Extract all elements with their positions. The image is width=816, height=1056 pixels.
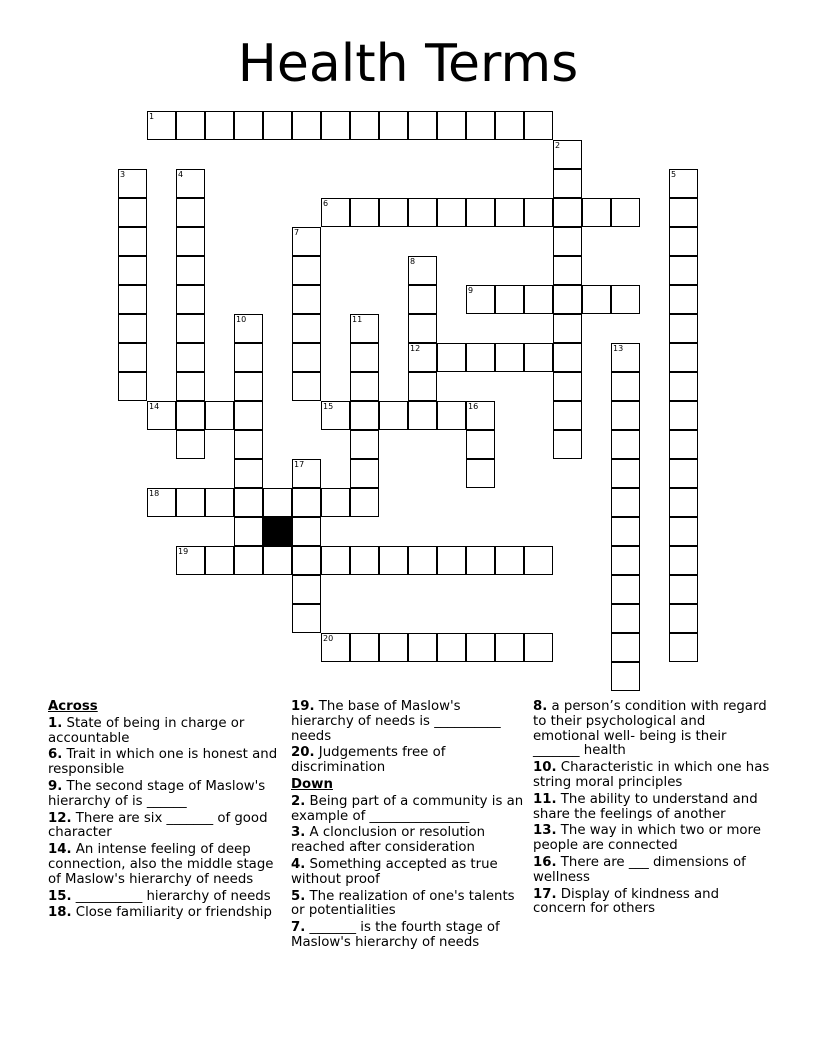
clue-number: 14 (149, 402, 160, 411)
crossword-cell[interactable] (669, 546, 698, 575)
crossword-cell[interactable] (553, 372, 582, 401)
crossword-cell[interactable] (669, 517, 698, 546)
crossword-cell[interactable] (408, 401, 437, 430)
clue-text: The realization of one's talents or potentialities (291, 888, 515, 919)
crossword-cell[interactable] (118, 285, 147, 314)
crossword-cell[interactable] (437, 343, 466, 372)
crossword-cell[interactable] (466, 343, 495, 372)
crossword-cell[interactable] (466, 430, 495, 459)
clue-number: 9 (468, 286, 474, 295)
clue-number-label: 3. (291, 825, 306, 841)
crossword-cell[interactable] (321, 633, 350, 662)
crossword-cell[interactable] (292, 343, 321, 372)
crossword-cell[interactable] (669, 575, 698, 604)
crossword-cell[interactable] (495, 111, 524, 140)
clue-number: 18 (149, 489, 160, 498)
crossword-cell[interactable] (321, 401, 350, 430)
crossword-cell[interactable] (263, 111, 292, 140)
crossword-cell[interactable] (147, 401, 176, 430)
crossword-cell[interactable] (466, 111, 495, 140)
clue-number: 2 (555, 141, 561, 150)
crossword-cell[interactable] (669, 430, 698, 459)
crossword-cell[interactable] (118, 343, 147, 372)
crossword-cell[interactable] (611, 546, 640, 575)
clue-number-label: 18. (48, 905, 72, 921)
crossword-cell[interactable] (118, 169, 147, 198)
crossword-cell[interactable] (234, 343, 263, 372)
clue-text: a person’s condition with regard to their psychological and emotional well- being is their _______ health (533, 699, 767, 759)
clue (291, 921, 527, 951)
crossword-cell[interactable] (234, 430, 263, 459)
crossword-cell[interactable] (292, 372, 321, 401)
clue-text: Something accepted as true without proof (291, 856, 498, 887)
crossword-cell[interactable] (321, 198, 350, 227)
crossword-cell[interactable] (118, 372, 147, 401)
crossword-cell[interactable] (408, 372, 437, 401)
clue-text: There are ___ dimensions of wellness (533, 854, 746, 885)
clue-text: _______ is the fourth stage of Maslow's hierarchy of needs (291, 920, 500, 950)
crossword-cell[interactable] (495, 198, 524, 227)
crossword-cell[interactable] (350, 372, 379, 401)
crossword-cell[interactable] (205, 111, 234, 140)
clue-number: 10 (236, 315, 247, 324)
crossword-cell[interactable] (292, 227, 321, 256)
clue-section-header: Down (291, 776, 333, 792)
crossword-cell[interactable] (553, 430, 582, 459)
clue-text: __________ hierarchy of needs (71, 888, 271, 904)
clue-text: Being part of a community is an example of _______________ (291, 793, 524, 824)
crossword-cell[interactable] (611, 604, 640, 633)
crossword-cell[interactable] (437, 198, 466, 227)
crossword-cell[interactable] (495, 633, 524, 662)
clue-number: 6 (323, 199, 329, 208)
crossword-cell[interactable] (292, 488, 321, 517)
crossword-cell[interactable] (669, 604, 698, 633)
crossword-cell[interactable] (263, 488, 292, 517)
crossword-cell[interactable] (408, 285, 437, 314)
crossword-cell[interactable] (437, 111, 466, 140)
crossword-cell[interactable] (669, 227, 698, 256)
crossword-cell[interactable] (176, 430, 205, 459)
clue-text: Display of kindness and concern for others (533, 886, 720, 917)
crossword-cell[interactable] (408, 198, 437, 227)
clue (533, 888, 773, 918)
clue-text: The second stage of Maslow's hierarchy of is ______ (48, 778, 266, 809)
crossword-cell[interactable] (466, 401, 495, 430)
crossword-cell[interactable] (611, 198, 640, 227)
crossword-cell[interactable] (176, 343, 205, 372)
crossword-cell[interactable] (495, 285, 524, 314)
clue-number-label: 2. (291, 793, 306, 809)
clue-number-label: 10. (533, 760, 557, 776)
clue (533, 856, 773, 886)
clue (533, 824, 773, 854)
crossword-cell[interactable] (176, 111, 205, 140)
clue-number: 15 (323, 402, 334, 411)
crossword-cell[interactable] (234, 488, 263, 517)
crossword-cell[interactable] (205, 546, 234, 575)
crossword-cell[interactable] (379, 198, 408, 227)
clue (48, 906, 286, 921)
crossword-cell[interactable] (350, 314, 379, 343)
crossword-cell[interactable] (669, 169, 698, 198)
clue-number: 4 (178, 170, 184, 179)
clue-number-label: 12. (48, 810, 72, 826)
crossword-cell[interactable] (466, 285, 495, 314)
clue (291, 858, 527, 888)
clue-number: 11 (352, 315, 363, 324)
crossword-cell[interactable] (524, 111, 553, 140)
crossword-cell[interactable] (292, 575, 321, 604)
clue-number-label: 15. (48, 888, 72, 904)
crossword-cell[interactable] (408, 314, 437, 343)
clue-text: Judgements free of discrimination (291, 745, 446, 776)
clue-text: Characteristic in which one has string moral principles (533, 760, 770, 790)
crossword-cell[interactable] (234, 401, 263, 430)
crossword-cell[interactable] (292, 111, 321, 140)
clue (48, 890, 286, 905)
crossword-cell[interactable] (611, 285, 640, 314)
crossword-cell[interactable] (263, 546, 292, 575)
crossword-cell[interactable] (176, 198, 205, 227)
crossword-cell[interactable] (553, 256, 582, 285)
crossword-cell[interactable] (379, 111, 408, 140)
clue-number-label: 4. (291, 856, 306, 872)
crossword-cell[interactable] (437, 633, 466, 662)
crossword-cell[interactable] (321, 546, 350, 575)
crossword-cell[interactable] (408, 546, 437, 575)
clue-number: 1 (149, 112, 155, 121)
crossword-cell[interactable] (669, 488, 698, 517)
crossword-cell[interactable] (437, 546, 466, 575)
crossword-cell[interactable] (176, 314, 205, 343)
crossword-cell[interactable] (350, 546, 379, 575)
crossword-cell[interactable] (176, 372, 205, 401)
crossword-cell[interactable] (176, 256, 205, 285)
crossword-cell[interactable] (176, 169, 205, 198)
clue-number-label: 5. (291, 888, 306, 904)
clue-number: 20 (323, 634, 334, 643)
clue (291, 795, 527, 825)
clue (533, 793, 773, 823)
clue-number-label: 7. (291, 920, 306, 936)
clues-column-1 (48, 700, 286, 923)
crossword-cell[interactable] (669, 372, 698, 401)
crossword-cell[interactable] (495, 343, 524, 372)
crossword-cell[interactable] (553, 314, 582, 343)
crossword-cell[interactable] (553, 343, 582, 372)
crossword-cell[interactable] (524, 285, 553, 314)
crossword-cell[interactable] (118, 256, 147, 285)
crossword-cell[interactable] (234, 314, 263, 343)
clue-number-label: 9. (48, 778, 63, 794)
crossword-cell[interactable] (350, 198, 379, 227)
crossword-cell[interactable] (611, 575, 640, 604)
crossword-cell[interactable] (669, 198, 698, 227)
crossword-cell[interactable] (205, 401, 234, 430)
crossword-cell[interactable] (524, 633, 553, 662)
crossword-cell[interactable] (611, 488, 640, 517)
crossword-cell[interactable] (669, 459, 698, 488)
clue-text: There are six _______ of good character (48, 810, 268, 841)
crossword-cell[interactable] (669, 256, 698, 285)
clue-text: State of being in charge or accountable (48, 715, 245, 746)
clue-number-label: 14. (48, 842, 72, 858)
clue-number-label: 6. (48, 747, 63, 763)
clues-column-3 (533, 700, 773, 919)
clue-number-label: 8. (533, 699, 548, 714)
crossword-cell[interactable] (553, 140, 582, 169)
crossword-cell[interactable] (669, 285, 698, 314)
crossword-cell[interactable] (292, 604, 321, 633)
clue (48, 717, 286, 747)
crossword-cell[interactable] (553, 285, 582, 314)
crossword-cell[interactable] (669, 314, 698, 343)
crossword-cell[interactable] (611, 459, 640, 488)
clue (533, 700, 773, 759)
crossword-cell[interactable] (611, 343, 640, 372)
crossword-cell[interactable] (466, 546, 495, 575)
clue (48, 843, 286, 887)
crossword-cell[interactable] (350, 633, 379, 662)
clue-number-label: 19. (291, 699, 315, 714)
crossword-cell[interactable] (321, 111, 350, 140)
crossword-cell[interactable] (292, 459, 321, 488)
crossword-cell[interactable] (524, 198, 553, 227)
crossword-cell[interactable] (611, 401, 640, 430)
crossword-cell[interactable] (176, 546, 205, 575)
crossword-cell[interactable] (582, 198, 611, 227)
crossword-cell[interactable] (611, 372, 640, 401)
clue-number-label: 1. (48, 715, 63, 731)
crossword-cell[interactable] (118, 227, 147, 256)
crossword-cell[interactable] (379, 633, 408, 662)
crossword-cell[interactable] (408, 633, 437, 662)
crossword-cell[interactable] (611, 633, 640, 662)
clue-number: 12 (410, 344, 421, 353)
crossword-cell[interactable] (553, 227, 582, 256)
crossword-cell[interactable] (379, 401, 408, 430)
crossword-cell[interactable] (205, 488, 234, 517)
crossword-cell[interactable] (176, 401, 205, 430)
clue-number: 8 (410, 257, 416, 266)
clue (291, 890, 527, 920)
clue (291, 746, 527, 776)
clue-text: The way in which two or more people are connected (533, 823, 761, 854)
crossword-cell[interactable] (408, 111, 437, 140)
crossword-cell[interactable] (524, 343, 553, 372)
crossword-cell[interactable] (176, 285, 205, 314)
clue (48, 748, 286, 778)
clue-number: 3 (120, 170, 126, 179)
clue (291, 700, 527, 744)
crossword-cell[interactable] (234, 459, 263, 488)
crossword-cell[interactable] (611, 662, 640, 691)
clue-number: 5 (671, 170, 677, 179)
clue (533, 761, 773, 791)
crossword-cell[interactable] (350, 488, 379, 517)
clues-column-2 (291, 700, 527, 953)
clue-number-label: 16. (533, 854, 557, 870)
crossword-cell[interactable] (611, 430, 640, 459)
crossword-cell[interactable] (611, 517, 640, 546)
crossword-cell[interactable] (495, 546, 524, 575)
clue (291, 826, 527, 856)
crossword-cell[interactable] (553, 401, 582, 430)
crossword-cell[interactable] (292, 546, 321, 575)
clue-text: Trait in which one is honest and responsible (48, 747, 278, 778)
crossword-cell[interactable] (350, 343, 379, 372)
crossword-cell[interactable] (408, 343, 437, 372)
crossword-cell[interactable] (147, 488, 176, 517)
clue-number: 17 (294, 460, 305, 469)
crossword-cell[interactable] (292, 256, 321, 285)
clue-number: 16 (468, 402, 479, 411)
crossword-cell[interactable] (524, 546, 553, 575)
crossword-cell[interactable] (176, 488, 205, 517)
clue-text: A clonclusion or resolution reached after consideration (291, 825, 486, 856)
clue-number-label: 20. (291, 745, 315, 761)
crossword-cell[interactable] (582, 285, 611, 314)
crossword-cell[interactable] (292, 285, 321, 314)
crossword-cell[interactable] (350, 459, 379, 488)
crossword-cell[interactable] (466, 198, 495, 227)
clue (48, 812, 286, 842)
crossword-cell[interactable] (553, 198, 582, 227)
clue-number: 19 (178, 547, 189, 556)
crossword-cell[interactable] (350, 430, 379, 459)
crossword-cell[interactable] (466, 633, 495, 662)
crossword-cell[interactable] (553, 169, 582, 198)
crossword-cell[interactable] (292, 517, 321, 546)
clue-text: Close familiarity or friendship (71, 905, 272, 921)
crossword-cell[interactable] (292, 314, 321, 343)
crossword-cell[interactable] (669, 401, 698, 430)
clue-text: The base of Maslow's hierarchy of needs is __________ needs (291, 699, 501, 744)
crossword-cell[interactable] (234, 517, 263, 546)
crossword-cell[interactable] (234, 546, 263, 575)
crossword-cell[interactable] (408, 256, 437, 285)
crossword-cell[interactable] (147, 111, 176, 140)
crossword-cell[interactable] (669, 633, 698, 662)
clue-number-label: 13. (533, 823, 557, 839)
black-square (263, 517, 292, 546)
crossword-cell[interactable] (321, 488, 350, 517)
crossword-cell[interactable] (118, 198, 147, 227)
clue-number-label: 11. (533, 791, 557, 807)
crossword-cell[interactable] (466, 459, 495, 488)
crossword-cell[interactable] (118, 314, 147, 343)
clue-section-header: Across (48, 699, 98, 714)
puzzle-title: Health Terms (237, 34, 579, 94)
clue-number-label: 17. (533, 886, 557, 902)
crossword-cell[interactable] (234, 111, 263, 140)
crossword-cell[interactable] (234, 372, 263, 401)
crossword-cell[interactable] (350, 111, 379, 140)
clue (48, 780, 286, 810)
crossword-cell[interactable] (669, 343, 698, 372)
clue-number: 7 (294, 228, 300, 237)
clue-number: 13 (613, 344, 624, 353)
crossword-cell[interactable] (176, 227, 205, 256)
crossword-cell[interactable] (437, 401, 466, 430)
clue-text: An intense feeling of deep connection, also the middle stage of Maslow's hierarchy of needs (48, 842, 274, 887)
crossword-cell[interactable] (350, 401, 379, 430)
clue-text: The ability to understand and share the feelings of another (533, 791, 758, 822)
crossword-cell[interactable] (379, 546, 408, 575)
